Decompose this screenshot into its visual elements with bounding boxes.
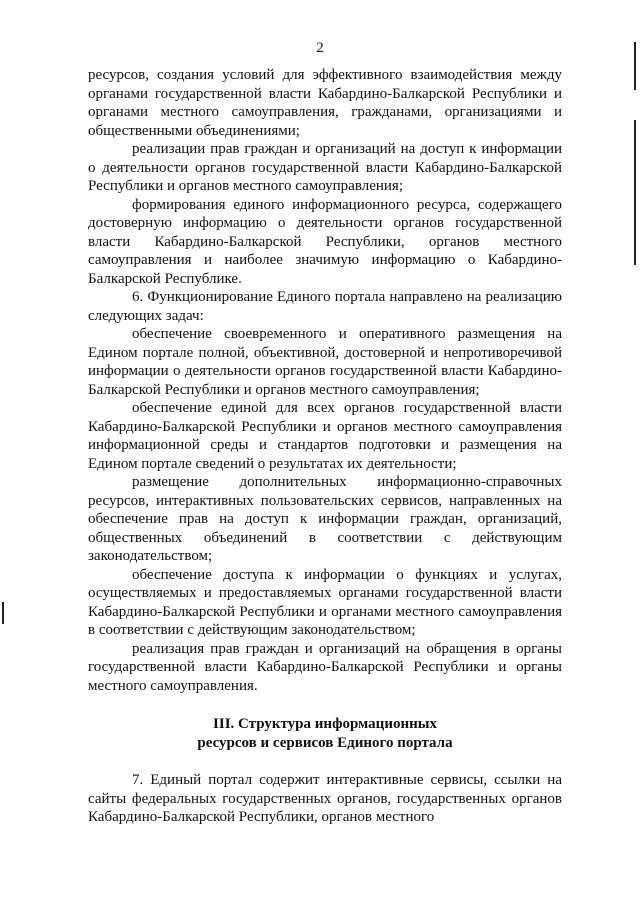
paragraph: 7. Единый портал содержит интерактивные сервисы, ссылки на сайты федеральных государственных органов, государственных органов Кабардино-Балкарской Республики, органов местного [88,772,562,825]
paragraph: реализация прав граждан и организаций на обращения в органы государственной власти Кабардино-Балкарской Республики и органы местного самоуправления. [88,640,562,694]
scan-edge-mark-left [2,602,4,624]
paragraph: размещение дополнительных информационно-справочных ресурсов, интерактивных пользовательских сервисов, направленных на обеспечение прав на доступ к информации граждан, организаций, общественных объединений в соответствии с действующим законодательством; [88,474,562,564]
section-heading-line1: III. Структура информационных [213,716,437,732]
scan-edge-mark-top [634,42,636,90]
paragraph: реализации прав граждан и организаций на доступ к информации о деятельности органов государственной власти Кабардино-Балкарской Республики и органов местного самоуправления; [88,141,562,194]
paragraph: формирования единого информационного ресурса, содержащего достоверную информацию о деятельности органов государственной власти Кабардино-Балкарской Республики, органов местного самоуправления и наиболее значимую информацию о Кабардино-Балкарской Республике. [88,196,562,287]
paragraph: ресурсов, создания условий для эффективного взаимодействия между органами государственной власти Кабардино-Балкарской Республики и органами местного самоуправления, гражданами, организациями и общественными объединениями; [88,67,562,139]
page-number: 2 [316,40,324,56]
paragraph: обеспечение единой для всех органов государственной власти Кабардино-Балкарской Республики и органов местного самоуправления информационной среды и стандартов подготовки и размещения на Едином портале сведений о результатах их деятельности; [88,400,562,472]
paragraph: 6. Функционирование Единого портала направлено на реализацию следующих задач: [88,289,562,324]
paragraph: обеспечение доступа к информации о функциях и услугах, осуществляемых и предоставляемых органами государственной власти Кабардино-Балкарской Республики и органами местного самоуправления в соответствии с действующим законодательством; [88,566,562,638]
section-heading-line2: ресурсов и сервисов Единого портала [197,734,453,751]
section-heading [88,715,562,752]
paragraph: обеспечение своевременного и оперативного размещения на Едином портале полной, объективной, достоверной и непротиворечивой информации о деятельности органов государственной власти Кабардино-Балкарской Республики и органов местного самоуправления; [88,326,562,398]
document-body [88,66,562,827]
scan-edge-mark-middle [634,120,636,265]
